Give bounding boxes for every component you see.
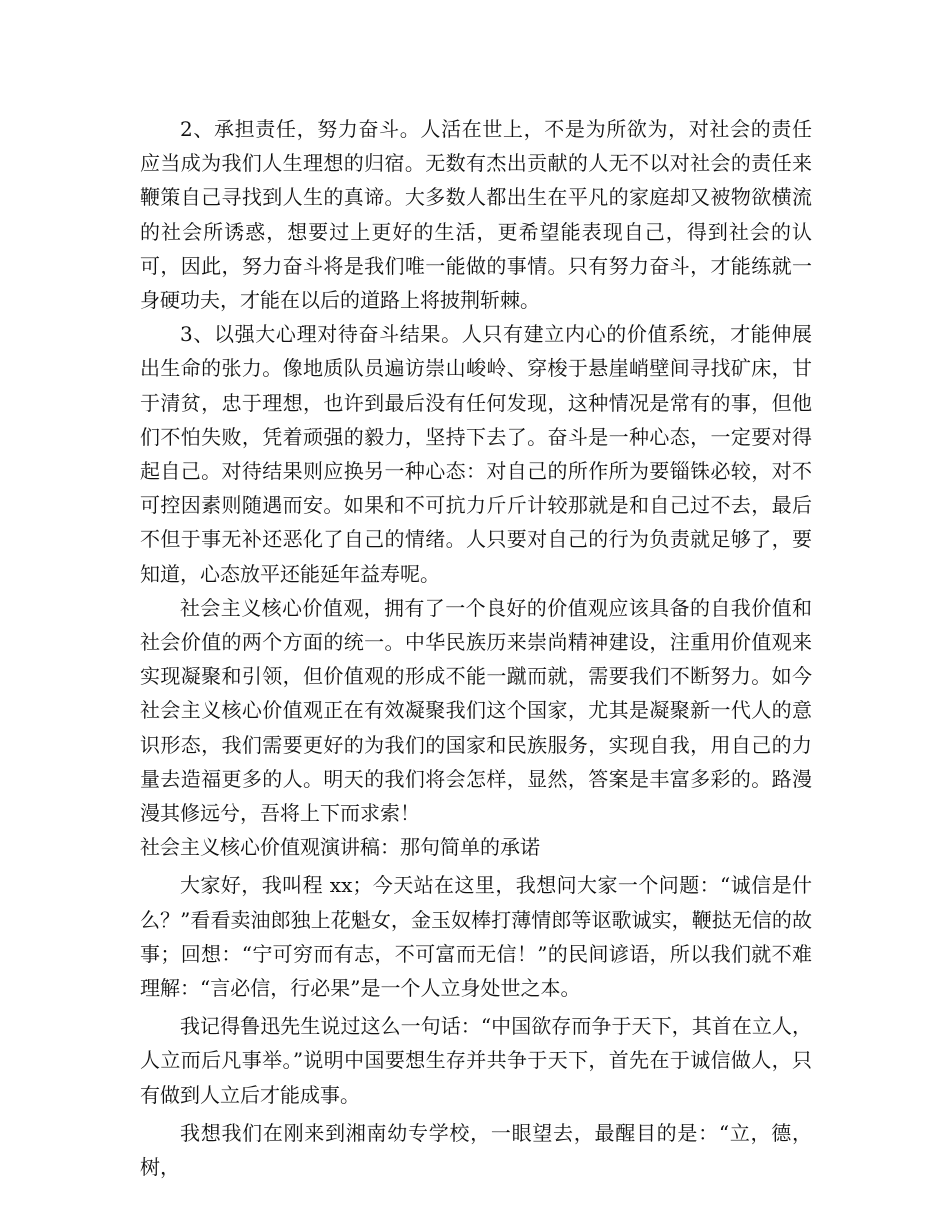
paragraph-greeting: 大家好，我叫程 xx；今天站在这里，我想问大家一个问题：“诚信是什么？”看看卖油郎独上花魁女，金玉奴棒打薄情郎等讴歌诚实，鞭挞无信的故事；回想：“宁可穷而有志，不可富而无信！”的民间谚语，所以我们就不难理解：“言必信，行必果”是一个人立身处世之本。 (140, 873, 812, 1001)
paragraph-core-values: 社会主义核心价值观，拥有了一个良好的价值观应该具备的自我价值和社会价值的两个方面的统一。中华民族历来崇尚精神建设，注重用价值观来实现凝聚和引领，但价值观的形成不能一蹴而就，需要我们不断努力。如今社会主义核心价值观正在有效凝聚我们这个国家，尤其是凝聚新一代人的意识形态，我们需要更好的为我们的国家和民族服务，实现自我，用自己的力量去造福更多的人。明天的我们将会怎样，显然，答案是丰富多彩的。路漫漫其修远兮，吾将上下而求索！ (140, 595, 812, 826)
paragraph-responsibility: 2、承担责任，努力奋斗。人活在世上，不是为所欲为，对社会的责任应当成为我们人生理想的归宿。无数有杰出贡献的人无不以对社会的责任来鞭策自己寻找到人生的真谛。大多数人都出生在平凡的家庭却又被物欲横流的社会所诱惑，想要过上更好的生活，更希望能表现自己，得到社会的认可，因此，努力奋斗将是我们唯一能做的事情。只有努力奋斗，才能练就一身硬功夫，才能在以后的道路上将披荆斩棘。 (140, 117, 812, 313)
paragraph-luxun-quote: 我记得鲁迅先生说过这么一句话：“中国欲存而争于天下，其首在立人，人立而后凡事举。”说明中国要想生存并共争于天下，首先在于诚信做人，只有做到人立后才能成事。 (140, 1014, 812, 1107)
document-page (140, 112, 812, 1184)
speech-title: 社会主义核心价值观演讲稿：那句简单的承诺 (140, 835, 540, 860)
paragraph-school: 我想我们在刚来到湘南幼专学校，一眼望去，最醒目的是：“立，德，树， (140, 1120, 812, 1180)
paragraph-mindset: 3、以强大心理对待奋斗结果。人只有建立内心的价值系统，才能伸展出生命的张力。像地质队员遍访崇山峻岭、穿梭于悬崖峭壁间寻找矿床，甘于清贫，忠于理想，也许到最后没有任何发现，这种情况是常有的事，但他们不怕失败，凭着顽强的毅力，坚持下去了。奋斗是一种心态，一定要对得起自己。对待结果则应换另一种心态：对自己的所作所为要锱铢必较，对不可控因素则随遇而安。如果和不可抗力斤斤计较那就是和自己过不去，最后不但于事无补还恶化了自己的情绪。人只要对自己的行为负责就足够了，要知道，心态放平还能延年益寿呢。 (140, 322, 812, 586)
